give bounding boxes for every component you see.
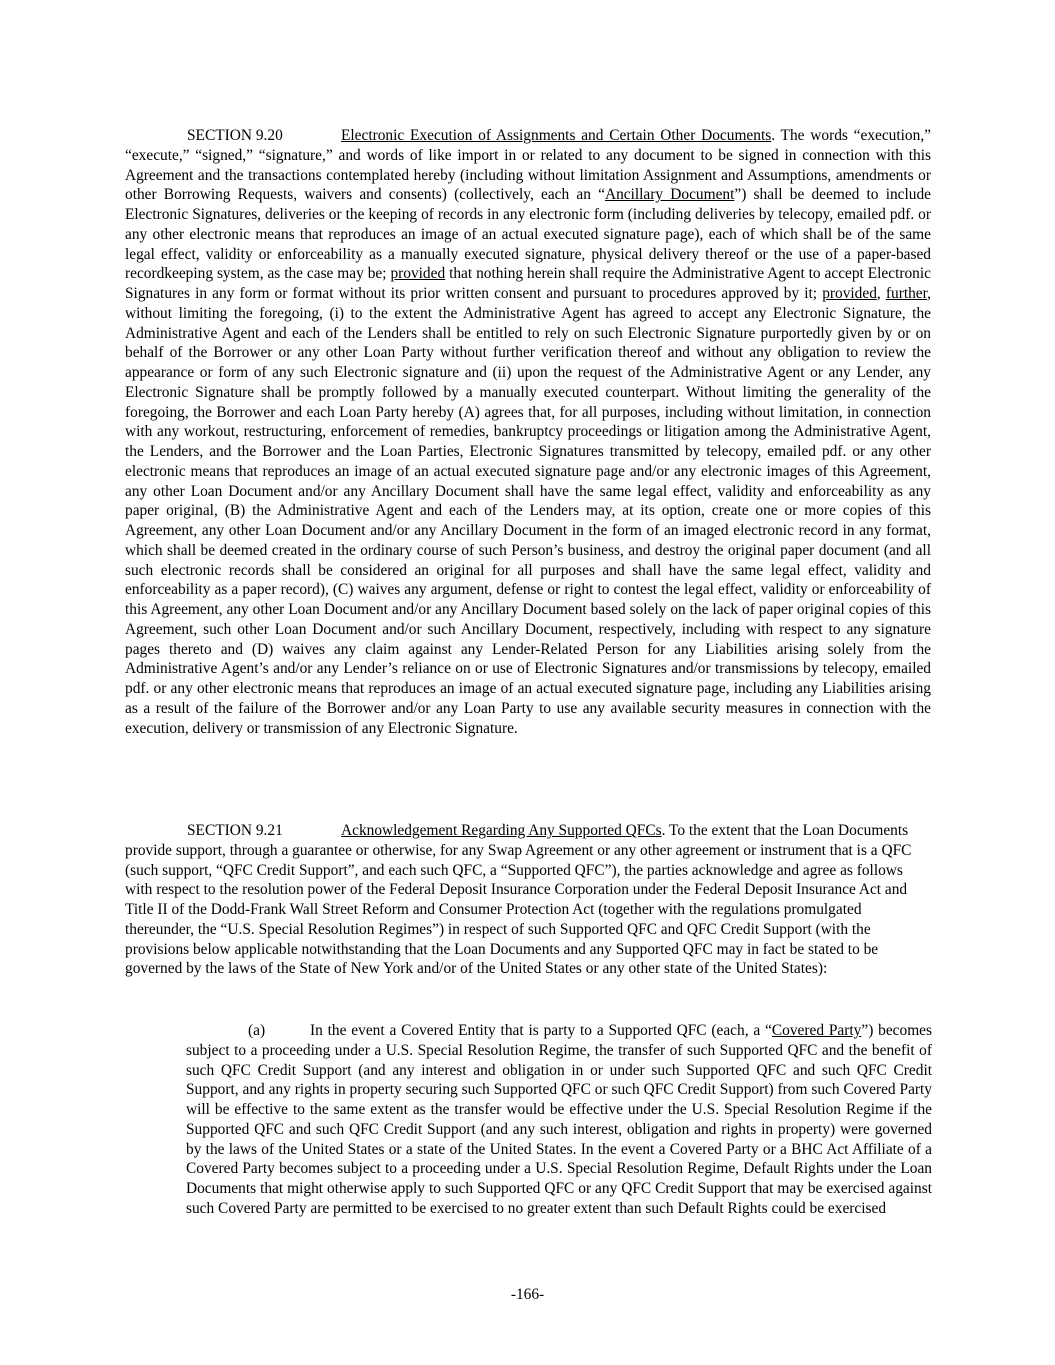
section-text: . To the extent that the Loan Documents provide support, through a guarantee or otherwise, for any Swap Agreement or any other agreement or instrument that is a QFC (such support, “QFC Credit Support”, and each such QFC, a “Supported QFC”), the parties acknowledge and agree as follows with respect to the resolution power of the Federal Deposit Insurance Corporation under the Federal Deposit Insurance Act and Title II of the Dodd-Frank Wall Street Reform and Consumer Protection Act (together with the regulations promulgated thereunder, the “U.S. Special Resolution Regimes”) in respect of such Supported QFC and QFC Credit Support (with the provisions below applicable notwithstanding that the Loan Documents and any Supported QFC may in fact be stated to be governed by the laws of the State of New York and/or of the United States or any other state of the United States): [125,822,912,978]
defined-term: provided [390,265,446,283]
section-heading: Electronic Execution of Assignments and Certain Other Documents [341,127,772,144]
section-number: SECTION 9.21 [187,822,283,839]
section-text: ”) shall be deemed to include Electronic Signatures, deliveries or the keeping of records in any electronic form (including deliveries by telecopy, emailed pdf. or any other electronic means that reproduces an image of an actual executed signature page), each of which shall be of the same legal effect, validity or enforceability as a manually executed signature, physical delivery thereof or the use of a paper-based recordkeeping system, as the case may be; [125,186,931,283]
defined-term: provided [822,285,877,302]
section-heading: Acknowledgement Regarding Any Supported QFCs [341,822,662,839]
section-text: , [876,285,886,302]
defined-term: Covered Party [771,1022,862,1039]
section-number: SECTION 9.20 [187,127,283,144]
page-number: -166- [510,1286,545,1303]
section-9-21-paragraph [125,821,931,979]
clause-a-paragraph [186,1021,932,1219]
clause-label: (a) [248,1022,266,1039]
clause-text: ”) becomes subject to a proceeding under a U.S. Special Resolution Regime, the transfer of such Supported QFC and the benefit of such QFC Credit Support (and any interest and obligation in or under such Supported QFC and such QFC Credit Support, and any rights in property securing such Supported QFC or such QFC Credit Support) from such Covered Party will be effective to the same extent as the transfer would be effective under the U.S. Special Resolution Regime if the Supported QFC and such QFC Credit Support (and any such interest, obligation and rights in property) were governed by the laws of the United States or a state of the United States. In the event a Covered Party or a BHC Act Affiliate of a Covered Party becomes subject to a proceeding under a U.S. Special Resolution Regime, Default Rights under the Loan Documents that might otherwise apply to such Supported QFC or any QFC Credit Support that may be exercised against such Covered Party are permitted to be exercised to no greater extent than such Default Rights could be exercised [186,1022,932,1217]
section-text: . The words “execution,” “execute,” “signed,” “signature,” and words of like import in or related to any document to be signed in connection with this Agreement and the transactions contemplated hereby (including without limitation Assignment and Assumptions, amendments or other Borrowing Requests, waivers and consents) (collectively, each an “ [125,127,931,204]
section-text: that nothing herein shall require the Administrative Agent to accept Electronic Signatures in any form or format without its prior written consent and pursuant to procedures approved by it; [125,265,931,302]
section-9-20-paragraph [125,126,931,738]
defined-term: Ancillary Document [604,186,735,204]
clause-text: In the event a Covered Entity that is party to a Supported QFC (each, a “ [310,1022,772,1039]
section-text: , without limiting the foregoing, (i) to the extent the Administrative Agent has agreed to accept any Electronic Signature, the Administrative Agent and each of the Lenders shall be entitled to rely on such Electronic Signature purportedly given by or on behalf of the Borrower or any other Loan Party without further verification thereof and without any obligation to review the appearance or form of any such Electronic signature and (ii) upon the request of the Administrative Agent or any Lender, any Electronic Signature shall be promptly followed by a manually executed counterpart. Without limiting the generality of the foregoing, the Borrower and each Loan Party hereby (A) agrees that, for all purposes, including without limitation, in connection with any workout, restructuring, enforcement of remedies, bankruptcy proceedings or litigation among the Administrative Agent, the Lenders, and the Borrower and the Loan Parties, Electronic Signatures transmitted by telecopy, emailed pdf. or any other electronic means that reproduces an image of an actual executed signature page and/or any electronic images of this Agreement, any other Loan Document and/or any Ancillary Document shall have the same legal effect, validity and enforceability as any paper original, (B) the Administrative Agent and each of the Lenders may, at its option, create one or more copies of this Agreement, any other Loan Document and/or any Ancillary Document in the form of an imaged electronic record in any format, which shall be deemed created in the ordinary course of such Person’s business, and destroy the original paper document (and all such electronic records shall be considered an original for all purposes and shall have the same legal effect, validity and enforceability as a paper record), (C) waives any argument, defense or right to contest the legal effect, validity or enforceability of this Agreement, any other Loan Document and/or any Ancillary Document based solely on the lack of paper original copies of this Agreement, such other Loan Document and/or such Ancillary Document, respectively, including with respect to any signature pages thereto and (D) waives any claim against any Lender-Related Person for any Liabilities arising solely from the Administrative Agent’s and/or any Lender’s reliance on or use of Electronic Signatures and/or transmissions by telecopy, emailed pdf. or any other electronic means that reproduces an image of an actual executed signature page, including any Liabilities arising as a result of the failure of the Borrower and/or any Loan Party to use any available security measures in connection with the execution, delivery or transmission of any Electronic Signature. [125,285,931,737]
defined-term: further [885,285,928,302]
